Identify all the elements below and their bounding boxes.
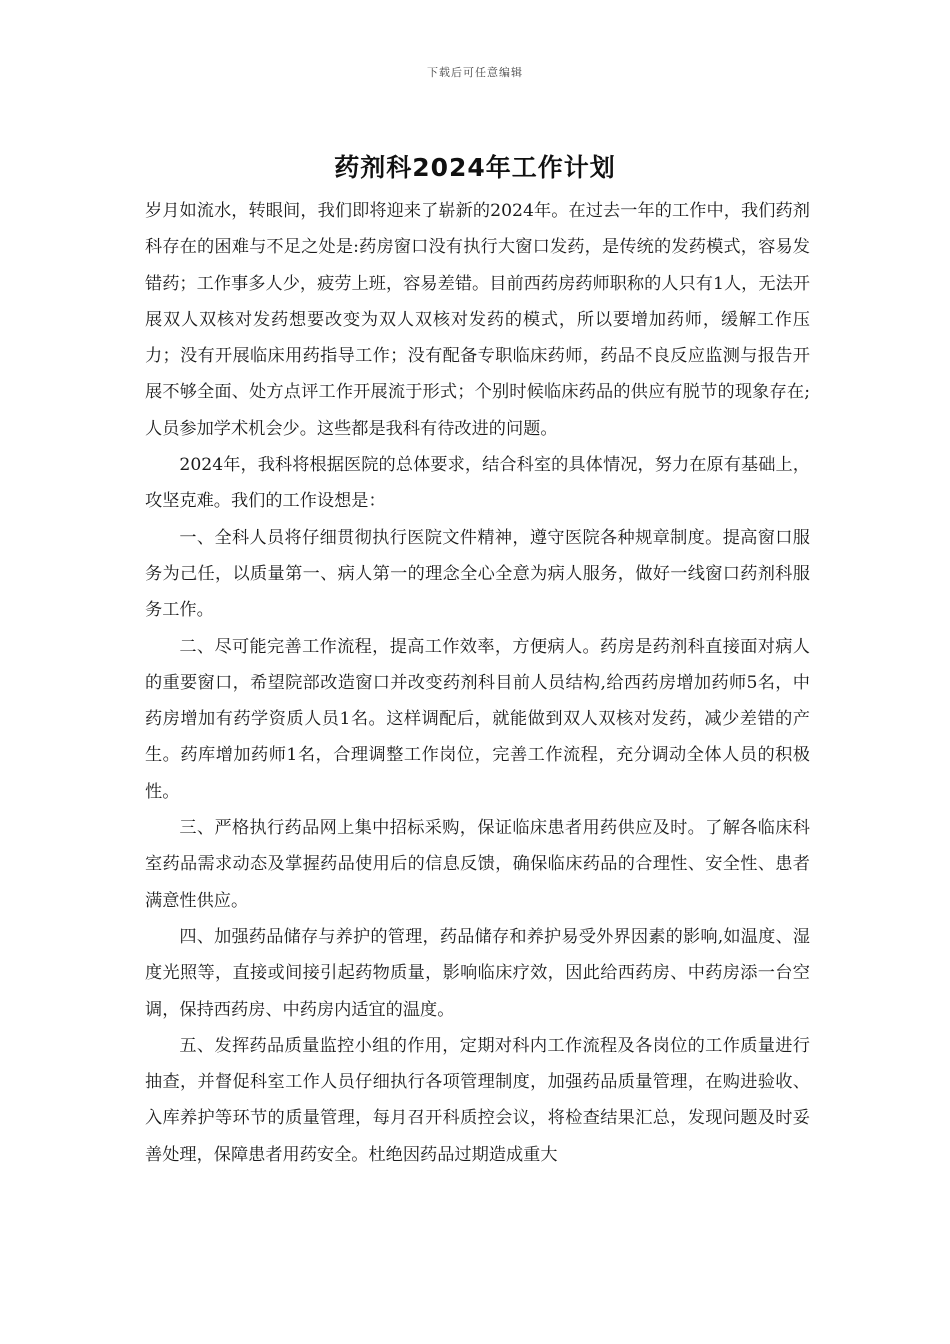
paragraph-plan-overview: 2024年，我科将根据医院的总体要求，结合科室的具体情况，努力在原有基础上，攻坚克难。我们的工作设想是： bbox=[145, 455, 810, 512]
paragraph-item-5: 五、发挥药品质量监控小组的作用，定期对科内工作流程及各岗位的工作质量进行抽查，并督促科室工作人员仔细执行各项管理制度，加强药品质量管理，在购进验收、入库养护等环节的质量管理，每月召开科质控会议，将检查结果汇总，发现问题及时妥善处理，保障患者用药安全。杜绝因药品过期造成重大 bbox=[145, 1035, 810, 1165]
paragraph-item-4: 四、加强药品储存与养护的管理，药品储存和养护易受外界因素的影响,如温度、湿度光照等，直接或间接引起药物质量，影响临床疗效，因此给西药房、中药房添一台空调，保持西药房、中药房内适宜的温度。 bbox=[145, 926, 810, 1020]
document-title: 药剂科2024年工作计划 bbox=[334, 153, 616, 182]
paragraph-item-2: 二、尽可能完善工作流程，提高工作效率，方便病人。药房是药剂科直接面对病人的重要窗口，希望院部改造窗口并改变药剂科目前人员结构,给西药房增加药师5名，中药房增加有药学资质人员1名。这样调配后，就能做到双人双核对发药，减少差错的产生。药库增加药师1名，合理调整工作岗位，完善工作流程，充分调动全体人员的积极性。 bbox=[145, 636, 810, 802]
paragraph-item-1: 一、全科人员将仔细贯彻执行医院文件精神，遵守医院各种规章制度。提高窗口服务为己任，以质量第一、病人第一的理念全心全意为病人服务，做好一线窗口药剂科服务工作。 bbox=[145, 527, 810, 621]
paragraph-intro: 岁月如流水，转眼间，我们即将迎来了崭新的2024年。在过去一年的工作中，我们药剂科存在的困难与不足之处是:药房窗口没有执行大窗口发药，是传统的发药模式，容易发错药；工作事多人少，疲劳上班，容易差错。目前西药房药师职称的人只有1人，无法开展双人双核对发药想要改变为双人双核对发药的模式，所以要增加药师，缓解工作压力；没有开展临床用药指导工作；没有配备专职临床药师，药品不良反应监测与报告开展不够全面、处方点评工作开展流于形式；个别时候临床药品的供应有脱节的现象存在;人员参加学术机会少。这些都是我科有待改进的问题。 bbox=[145, 201, 810, 439]
document-body bbox=[145, 193, 810, 1173]
header-note: 下载后可任意编辑 bbox=[427, 66, 523, 79]
paragraph-item-3: 三、严格执行药品网上集中招标采购，保证临床患者用药供应及时。了解各临床科室药品需求动态及掌握药品使用后的信息反馈，确保临床药品的合理性、安全性、患者满意性供应。 bbox=[145, 818, 810, 911]
